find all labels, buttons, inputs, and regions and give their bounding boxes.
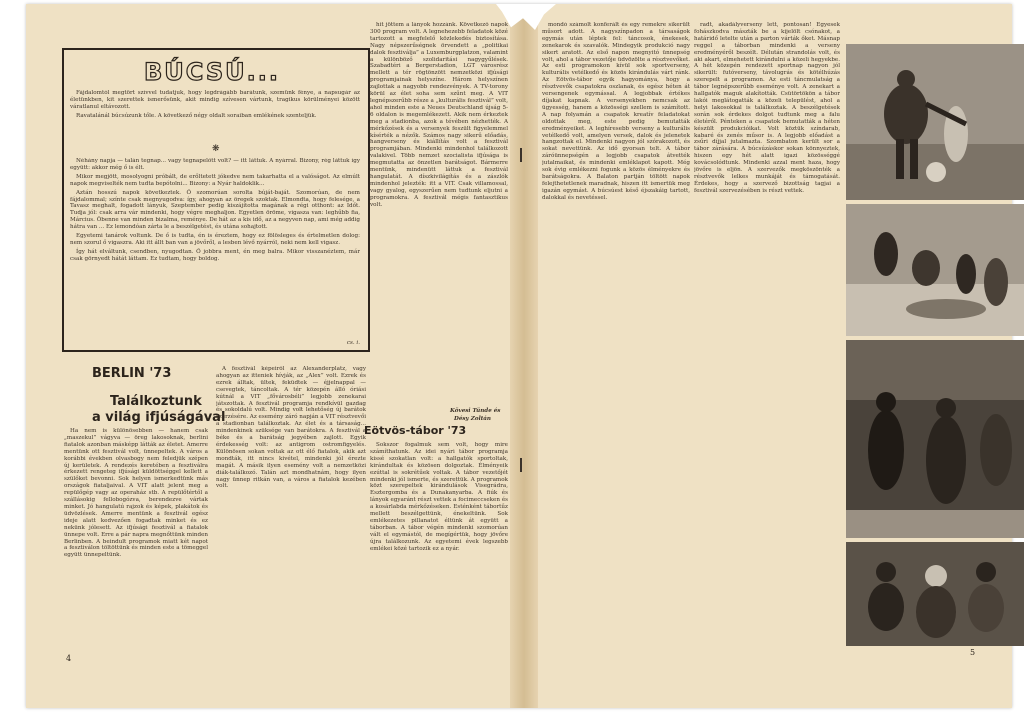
berlin-headline-1: Találkoztunk xyxy=(110,394,202,409)
berlin-kicker: BERLIN '73 xyxy=(92,366,172,381)
berlin-text-1: Ha nem is különösebben — hanem csak „maszekul” vágyva — öreg lakosoknak, berlini fiatalok azonban másképp látták az életet. Amerre mentünk ott fesztivál volt, ünnepeltek. A város a korábbi években olvasbogy nem feledjük szépen új kerületek. A rendezés keretében a fesztiválra érkezett rengeteg ifjúsági küldöttséggel kellett a szülőket bevonni. Sok helyen ismerkedtünk más országok fiataljaival. A VIT alatt jelent meg a repülőgép vagy az operaház stb. A repülőtértől a szállásokig fellobogózva, berendezve vártak minket. Jó hangulatú rajzok és képek, plakátok és üdvözlések. Amerre mentünk a fesztivál egész ideje alatt kedvezően fogadtak minket és ez nekünk jólesett. Az ifjúsági fesztivál a fiatalok ünnepe volt. Erre a pár napra megnőttünk minden Berlinben. A beindult programok miatt két napot a fesztiválon töltöttünk és minden este a tömeggel együtt ünnepeltünk. xyxy=(64,428,208,559)
staple-top xyxy=(520,148,522,162)
berlin-text-2: A fesztivál képeiről az Alexanderplatz, vagy ahogyan az itteniek hívják, az „Alex” volt. Ezrek és ezrek álltak, ültek, feküdtek — éjjelnappal — csevegtek, táncoltak. A tér közepén álló óriási kútnál a VIT „fővárosbéli” legjobb zenekarai játszottak. A fesztivál programja rendkívül gazdag és sokoldalú volt. Mindig volt lehetőség új barátok szerzésére. Az esemény záró napján a VIT résztvevői a stadionban találkoztak. Az élet és a társaság... mindenkinek szüksége van barátokra. A fesztivál a béke és a barátság jegyében zajlott. Egyik érdekesség volt: az antigrom ostromfigyelés. Különösen sokan voltak az ott élő fiatalok, akik azt mondták, itt nincs kivétel, mindenki jól érezte magát. A másik ilyen esemény volt a nemzetközi diák-találkozó. Talán azt mondhatnám, hogy ilyen nagy ünnep ritkán van, a város a fiatalok kezében volt. xyxy=(216,366,366,490)
center-text-b: Sokszor fogalmuk sem volt, hogy mire számíthatunk. Az idei nyári tábor programja kissé szokatlan volt: a hallgatók sportoltak, kirándultak és közösen dolgoztak. Élményeik ezúttal is sokrétűek voltak. A tábor vezetőjét mindenki jól ismerte, és szerettük. A programok közt szerepeltek kirándulások Visegrádra, Esztergomba és a Dunakanyarba. A fiúk és lányok egyaránt részt vettek a focimeccseken és a kosárlabda mérkőzéseken. Esténként tábortűz mellett beszélgettünk, énekeltünk. Sok emlékezetes pillanatot éltünk át együtt a táborban. A tábor végén mindenki szomorúan vált el egymástól, de megígértük, hogy jövőre újra találkozunk. Az egyetemi évek legszebb emlékei közé tartozik ez a nyár. xyxy=(370,442,508,552)
berlin-headline-2: a világ ifjúságával xyxy=(92,410,226,425)
photo-field xyxy=(846,44,1024,200)
asterisk-divider-icon: ❋ xyxy=(212,144,220,154)
berlin-column-1 xyxy=(64,428,208,646)
bucsu-para-6: Egyetemi tanárok voltunk. De ő is tudta, én is éreztem, hogy ez fölösleges és értelmetlen dolog: nem szorul ő vigaszra. Aki itt állt ban van a jövőről, a lesben lévő nyárról, neki nem kell vigasz. xyxy=(70,233,360,246)
center-signature-2: Désy Zoltán xyxy=(454,416,491,422)
spine-fold xyxy=(510,4,538,708)
bucsu-box xyxy=(62,48,370,352)
magazine-spread xyxy=(26,4,1012,708)
bucsu-body-2 xyxy=(70,158,360,336)
photo-dance xyxy=(846,204,1024,336)
right-column-b xyxy=(694,22,840,676)
page-number-left: 4 xyxy=(66,654,72,663)
bucsu-para-4: Mikor megjött, mosolyogni próbált, de erőltetett jókedve nem takarhatta el a valóságot. Az elmúlt napok megviselték nem tudta bepótolni... Bizony: a Nyár haldoklik... xyxy=(70,173,360,187)
berlin-column-2 xyxy=(216,366,366,646)
page-number-right: 5 xyxy=(970,648,976,657)
right-text-a: mondó számolt konferált és egy remekre sikerült műsort adott. A nagyszínpadon a társaságok egymás után léptek fel: táncosok, énekesek, zenekarok és szavalók. Mindegyik produkció nagy sikert aratott. Az első napon megnyitó ünnepség volt, ahol a tábor vezetője üdvözölte a résztvevőket. Az esti programokon kívül sok sportverseny, kulturális vetélkedő és közös kirándulás várt ránk. Az Eötvös-tábor egyik hagyománya, hogy a résztvevők csapatokra oszlanak, és egész héten át versengenek egymással. A legjobbak értékes díjakat kapnak. A versenyekben nemcsak az ügyesség, hanem a közösségi szellem is számított. A nap folyamán a csapatok kreatív feladatokat oldottak meg, este pedig bemutatták eredményeiket. A leghíresebb verseny a kulturális vetélkedő volt, amelyen versek, dalok és jelenetek hangzottak el. Mindenki nagyon jól szórakozott, és sokat nevettünk. Az idő gyorsan telt. A tábor záróünnepségén a legjobb csapatok átvették jutalmaikat, és mindenki emléklapot kapott. Még sok évig emlékezni fogunk a közös élményekre és barátságokra. A Balaton partján töltött napok felejthetetlenek maradnak, hiszen itt ismertük meg igazán egymást. A búcsúest késő éjszakáig tartott, dalokkal és nevetéssel. xyxy=(542,22,690,201)
center-signature-1: Kövesi Tünde és xyxy=(450,408,501,414)
right-text-b: radt, akadályverseny lett, pontosan! Egyesek fohászkodva mászták be a kijelölt csónakot, a határidő letelte után a parton várták őket. Másnap reggel a táborban mindenki a verseny eredményéről beszélt. Délután strandolás volt, és aki akart, elmehetett kirándulni a közeli hegyekbe. A hét közepén rendezett sportnap nagyon jól sikerült: futóverseny, távolugrás és kötélhúzás szerepelt a programon. Az esti táncmulatság a tábor legnépszerűbb eseménye volt. A zenekart a hallgatók maguk alakították. Csütörtökön a tábor lakói meglátogatták a közeli települést, ahol a helyi lakosokkal is találkoztak. A beszélgetések során sok érdekes dolgot tudtunk meg a falu életéről. Pénteken a csapatok bemutatták a héten készült produkcióikat. Volt köztük színdarab, kabaré és zenés műsor is. A legjobb előadást a zsűri díjjal jutalmazta. Szombaton került sor a tábor zárására. A búcsúzáskor sokan könnyeztek, hiszen egy hét alatt igazi közösséggé kovácsolódtunk. Mindenki azzal ment haza, hogy jövőre is eljön. A szervezők megköszönték a résztvevők lelkes munkáját és támogatását. Érdekes, hogy a szervező bizottság tagjai a fesztivál szervezésében is részt vettek. xyxy=(694,22,840,194)
staple-bottom xyxy=(520,458,522,472)
center-column-a xyxy=(370,22,508,402)
center-column-b xyxy=(370,442,508,656)
photo-group xyxy=(846,542,1024,646)
bucsu-para-2: Ravatalánál búcsúzunk tőle. A következő négy oldalt soraiban emlékének szenteljük. xyxy=(76,112,317,119)
right-column-a xyxy=(542,22,690,676)
bucsu-title: BÚCSÚ... xyxy=(144,58,280,86)
eotvos-title: Eötvös-tábor '73 xyxy=(364,424,467,437)
photo-crowd xyxy=(846,340,1024,538)
bucsu-para-7: Így hát elváltunk, csendben, nyugodtan. Ő jobbra ment, én meg balra. Mikor visszanéztem, már csak görnyedt hátát láttam. Ez tudtam, hogy boldog. xyxy=(70,248,360,262)
bucsu-para-5: Aztán hosszú napok következtek. Ő szomorúan sorolta búját-baját. Szomorúan, de nem fájdalommal; színte csak megnyugodva: így, ahogyan az öregek szoktak. Elmondta, hogy felesége, a Tavasz meghalt, fogadott lányuk, Szeptember pedig kiszájította magának a régi otthont: az Időt. Tudja jól: csak arra vár mindenki, hogy végre meghaljon. Egyetlen öröme, vigasza van: leghűbb fia, Március. Öbenne van minden bizalma, reménye. De hát az a kis idő, az a negyven nap, ami még addig hátra van ... Ez lemondóan zárta le a beszélgetést, és utána sohajtott. xyxy=(70,189,360,231)
bucsu-signature: cs. i. xyxy=(346,340,360,346)
bucsu-para-3: Néhány napja — talán tegnap... vagy tegnapelőtt volt? — itt láttuk. A nyárral. Bizony, rég láttuk így együtt: akkor még ő is élt. xyxy=(70,158,360,171)
bucsu-para-1: Fájdalomtól megtört szívvel tudatjuk, hogy legdrágább barátunk, szemünk fénye, a napsugár az életünkben, kit szerettek ismerősünk, akit mindig szívesen vártunk, tragikus körülményei között váratlanul eltávozott. xyxy=(70,90,360,110)
center-text-a: hit jöttem a lányok hozzánk. Következő napok 300 program volt. A legnehezebb feladatok közé tartozott a megfelelő közlekedés biztosítása. Nagy népszerűségnek örvendett a „politikai dalok fesztiválja” a Luxemburgplatzon, valamint a különböző szolidaritási nagygyűlések. Szabadtéri a Bergerstadion, LGT városrész mellett a tér rögtönzött nemzetközi ifjúsági programjainak helyszíne. Három helyszínen zajlottak a nagyobb rendezvények. A TV-torony körül az élet soha sem szűnt meg. A VIT legnépszerűbb része a „kulturális fesztivál” volt, ahol minden este a Neues Deutschland újság 5-6 oldalon is megemlékezett. Akik nem érkeztek meg a stadionba, azok a tévében nézhették. A mérkőzések és a versenyek feszült figyelemmel kísérték a nézők. Számos nagy sikerű előadás, hangverseny és kiállítás volt a fesztivál programjában. Mindenki mindenhol találkozott valakivel. Több nemzet szocialista ifjúsága is megmutatta az önzetlen barátságot. Bármerre mentünk, mindenütt láttuk a fesztivál hangulatát. A díszkivilágítás és a zászlók mindenhol jelezték: itt a VIT. Csak villamossal, vagy gyalog, egyszerűen nem tudtunk eljutni a programokra. A fesztivál mégis fantasztikus volt. xyxy=(370,22,508,208)
